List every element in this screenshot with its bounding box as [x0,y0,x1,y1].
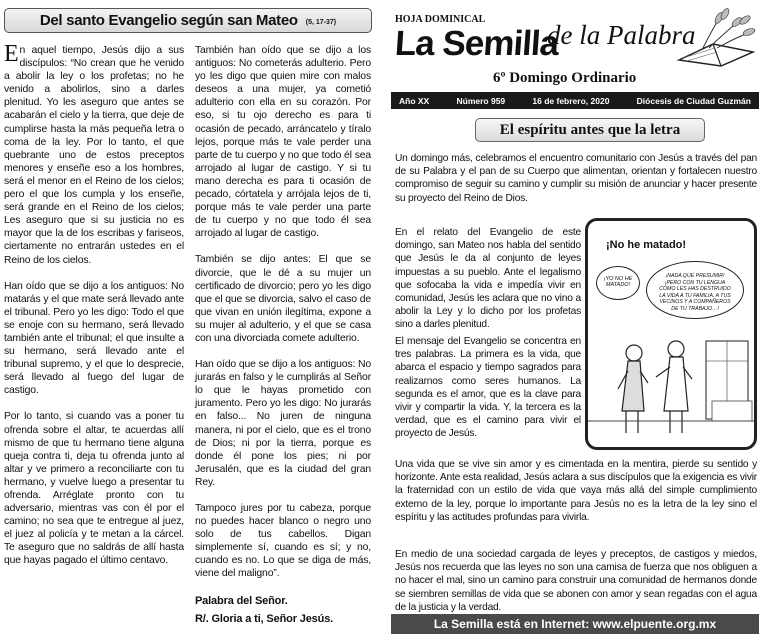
issue-date: 16 de febrero, 2020 [532,95,610,106]
gospel-page [0,0,375,641]
closing-word: Palabra del Señor. [195,594,288,607]
gospel-column-a [4,41,184,581]
gospel-paragraph: Por lo tanto, si cuando vas a poner tu ofrenda sobre el altar, te acuerdas allí mismo de que tu hermano tiene alguna queja contra ti, deja tu ofrenda junto al altar y ve primero a reconciliarte con tu hermano, y vuelve luego a presentar tu ofrenda. Arréglate pronto con tu adversario, mientras vas con él por el camino; no sea que te entregue al juez, el juez al policía y te metan a la cárcel. Te aseguro que no saldrás de allí hasta que hayas pagado el último centavo. [4,411,184,567]
masthead-title: La Semilla [393,24,560,63]
gospel-paragraph: En aquel tiempo, Jesús dijo a sus discípulos: “No crean que he venido a abolir la ley o los profetas; no he venido a abolirlos, sino a darles plenitud. Yo les aseguro que antes se acabarán el cielo y la tierra, que deje de cumplirse hasta la más pequeña letra o coma de la ley. Por lo tanto, el que quebrante uno de estos preceptos menores y enseñe eso a los hombres, será el menor en el Reino de los cielos; pero el que los cumpla y los enseñe, será grande en el Reino de los cielos; Les aseguro que si su justicia no es mayor que la de los escribas y fariseos, ciertamente no entrarán ustedes en el Reino de los cielos. [4,41,184,266]
bulletin-page [385,0,768,641]
issue-number: Número 959 [456,95,506,106]
hoja-dominical-label: HOJA DOMINICAL [395,14,486,25]
article-title: El espíritu antes que la letra [475,118,705,142]
cartoon-illustration [588,221,757,450]
issue-diocese: Diócesis de Ciudad Guzmán [636,95,751,106]
footer-bar: La Semilla está en Internet: www.elpuente.org.mx [391,614,759,634]
masthead-subtitle: de la Palabra [547,20,696,50]
speech-bubble: ¡YO NO HE MATADO! [596,266,640,300]
article-paragraph: El mensaje del Evangelio se concentra en tres palabras. La primera es la vida, que abarca el espacio y tiempo sagrados para realizarnos como seres humanos. La segunda es el amor, que es la clave para vivir y compartir la vida. Y, la tercera es la verdad, que es el camino para vivir el proyecto de Jesús. [395,336,581,440]
closing-response: R/. Gloria a ti, Señor Jesús. [195,612,334,625]
wheat-bible-icon [673,8,759,68]
gospel-paragraph: Han oído que se dijo a los antiguos: No matarás y el que mate será llevado ante el tribunal. Pero yo les digo: Todo el que se enoje con su hermano, será llevado también ante el tribunal; el que insulte a su hermano, será llevado ante el tribunal supremo, y el que lo desprecie, será llevado al fuego del lugar de castigo. [4,280,184,397]
gospel-header [4,8,372,33]
gospel-paragraph: También han oído que se dijo a los antiguos: No cometerás adulterio. Pero yo les digo que quien mire con malos deseos a una mujer, ya cometió adulterio con ella en su corazón. Por eso, si tu ojo derecho es para ti ocasión de pecado, arráncatelo y tíralo lejos, porque más te vale perder una parte de tu cuerpo y no que todo él sea arrojado al lugar de castigo. Y si tu mano derecha es para ti ocasión de pecado, córtatela y arrójala lejos de ti, porque más te vale perder una parte de tu cuerpo y no que todo él sea arrojado al lugar de castigo. [195,45,371,240]
gospel-reference: (5, 17-37) [305,19,337,26]
speech-bubble: ¡NADA QUE PRESUMIR! ¡PERO CON TU LENGUA CÓMO LES HAS DESTRUIDO LA VIDA A TU FAMILIA, A TUS VECINOS Y A COMPAÑEROS DE TU TRABAJO…! [646,261,744,319]
article-paragraph: Una vida que se vive sin amor y es cimentada en la mentira, pierde su sentido y horizonte. Ante esta realidad, Jesús aclara a sus discípulos que la exigencia es vivir la fraternidad con un estilo de vida que vaya más allá del simple cumplimiento externo de la ley, porque lo importante para Jesús no es la letra de la ley sino el espíritu y las actitudes profundas para vivirla. [395,459,757,523]
article-paragraph: Un domingo más, celebramos el encuentro comunitario con Jesús a través del pan de su Palabra y el pan de su Cuerpo que alimentan, orientan y fortalecen nuestro compromiso de seguir su camino y cumplir su misión de anunciar y hacer presente su proyecto del Reino de Dios. [395,153,757,204]
gospel-column-b [195,44,371,626]
gospel-paragraph: Tampoco jures por tu cabeza, porque no puedes hacer blanco o negro uno solo de tus cabellos. Digan simplemente sí, cuando es sí; y no, cuando es no. Lo que se diga de más, viene del maligno”. [195,503,371,580]
issue-info-bar [391,92,759,109]
sunday-label: 6º Domingo Ordinario [493,70,637,86]
gospel-paragraph: Han oído que se dijo a los antiguos: No jurarás en falso y le cumplirás al Señor lo que le hayas prometido con juramento. Pero yo les digo: No jurarás en falso... No juren de ninguna manera, ni por el cielo, que es el trono de Dios; ni por la tierra, porque es donde él pone los pies; ni por Jerusalén, que es la ciudad del gran Rey. [195,359,371,488]
gospel-title: Del santo Evangelio según san Mateo [39,12,298,29]
gospel-paragraph: También se dijo antes: El que se divorcie, que le dé a su mujer un certificado de divorcio; pero yo les digo que el que se divorcia, salvo el caso de que vivan en unión ilegítima, expone a su mujer al adulterio, y el que se casa con una divorciada comete adulterio. [195,254,371,344]
issue-year: Año XX [399,95,430,106]
article-paragraph: En el relato del Evangelio de este domingo, san Mateo nos habla del sentido que Jesús le da al conjunto de leyes impuestas a su pueblo. Ante el legalismo que sofocaba la vida e impedía vivir en comunidad, Jesús les aclara que no vino a abolir la Ley y lo dicho por los profetas sino a darles plenitud. [395,227,581,331]
article-paragraph: En medio de una sociedad cargada de leyes y preceptos, de castigos y miedos, Jesús nos recuerda que las leyes no son una camisa de fuerza que nos obliguen a no hacer el mal, sino un camino para construir una comunidad de hermanos donde se siembren semillas de vida que se abonen con amor y sean regadas con el agua de la justicia y la verdad. [395,549,757,613]
cartoon-title: ¡No he matado! [606,239,687,251]
cartoon [585,218,757,450]
